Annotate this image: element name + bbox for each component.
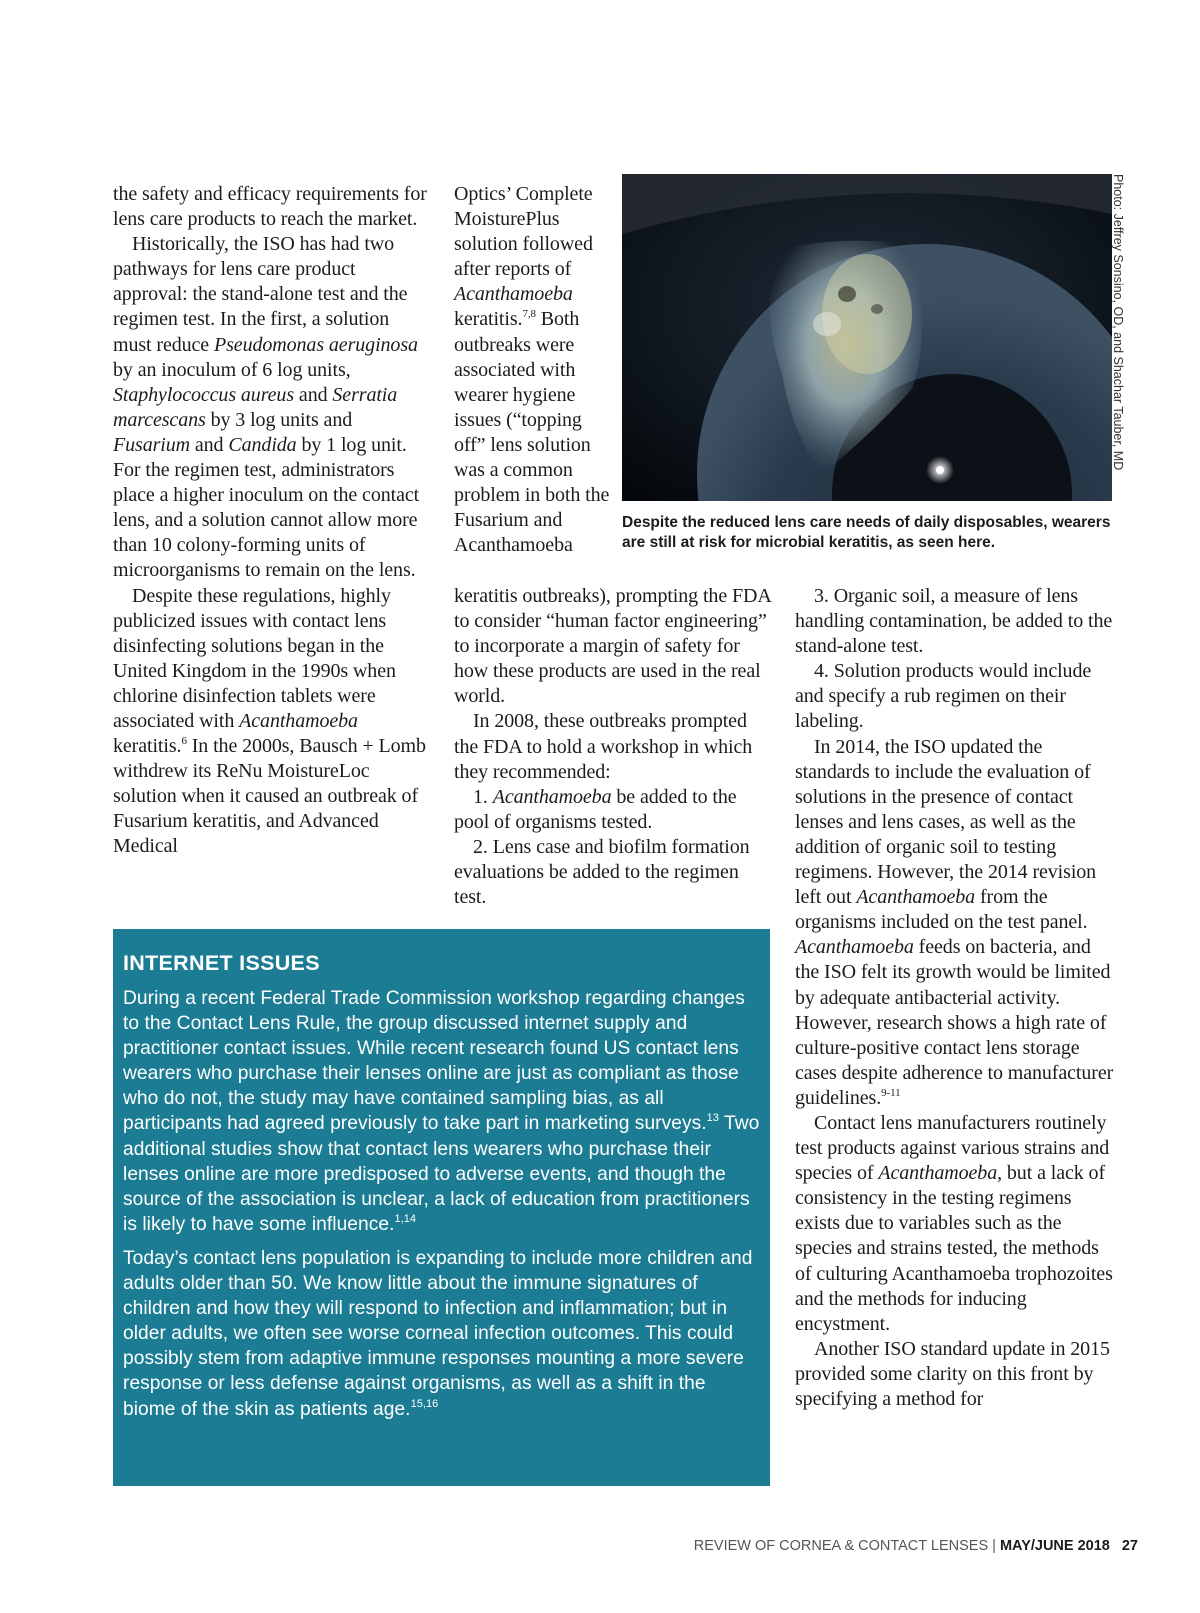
text-run: In 2008, these outbreaks prompted the FDA to hold a workshop in which they recommended: [454,710,753,783]
list-item [454,785,774,835]
photo-credit: Photo: Jeffrey Sonsino, OD, and Shachar Tauber, MD [1111,174,1125,471]
eye-keratitis-photo [622,174,1112,501]
text-run: keratitis. [113,735,182,758]
text-run: 3. Organic soil, a measure of lens handling contamination, be added to the stand-alone test. [795,585,1113,658]
eye-illustration [622,174,1112,501]
list-item [795,659,1115,734]
text-run: by 1 log unit. For the regimen test, administrators place a higher inoculum on the contact lens, and a solution cannot allow more than 10 colony-forming units of microorganisms to remain on the lens. [113,433,420,582]
list-item [454,835,774,910]
text-run: keratitis. [454,308,523,331]
italic-term: Acanthamoeba [856,886,976,909]
citation-ref: 7,8 [522,308,536,321]
paragraph [795,1337,1115,1412]
italic-term: Fusarium [113,433,190,456]
paragraph [795,735,1115,1111]
citation-ref: 15,16 [410,1397,439,1410]
text-run: Two additional studies show that contact lens wearers who purchase their lenses online are more predisposed to adverse events, and though the source of the association is unclear, a lack of education from practitioners is likely to have some influence. [123,1113,760,1235]
text-run: Despite these regulations, highly publicized issues with contact lens disinfecting solutions began in the United Kingdom in the 1990s when chlorine disinfection tablets were associated with [113,584,396,732]
text-run: Another ISO standard update in 2015 provided some clarity on this front by specifying a method for [795,1337,1110,1410]
article-column-3 [795,584,1115,1412]
page-footer [694,1538,1138,1554]
paragraph [454,584,774,709]
text-run: In the 2000s, Bausch + Lomb withdrew its ReNu MoistureLoc solution when it caused an outbreak of Fusarium keratitis, and Advanced Medical [113,735,426,858]
citation-ref: 9-11 [881,1086,901,1099]
article-column-1 [113,182,431,860]
text-run: 4. Solution products would include and specify a rub regimen on their labeling. [795,660,1092,733]
sidebar-paragraph [123,1246,760,1422]
text-run: During a recent Federal Trade Commission workshop regarding changes to the Contact Lens Rule, the group discussed internet supply and practitioner contact issues. While recent research found US contact lens wearers who purchase their lenses online are just as compliant as those who do not, the study may have contained sampling bias, as all participants had agreed previously to take part in marketing surveys. [123,988,745,1135]
figure-caption: Despite the reduced lens care needs of daily disposables, wearers are still at risk for microbial keratitis, as seen here. [622,514,1111,551]
text-run: be added to the pool of organisms tested. [454,785,737,833]
text-run: Optics’ Complete MoisturePlus solution followed after reports of [454,183,593,281]
italic-term: Staphylococcus aureus [113,383,295,406]
text-run: from the organisms included on the test panel. [795,886,1088,934]
text-run: and [294,383,333,406]
issue-date: MAY/JUNE 2018 [999,1538,1110,1554]
text-run: Historically, the ISO has had two pathways for lens care product approval: the stand-alone test and the regimen test. In the first, a solution must reduce [113,233,408,356]
sidebar-paragraph [123,986,760,1237]
paragraph [454,182,614,558]
paragraph [795,1111,1115,1337]
text-run: and [189,433,229,456]
italic-term: Candida [228,433,297,456]
list-item [795,584,1115,659]
internet-issues-sidebar [113,929,770,1486]
footer-separator: | [988,1538,1000,1554]
page-number: 27 [1121,1538,1138,1554]
article-column-2-top [454,182,614,558]
text-run: by an inoculum of 6 log units, [113,358,351,381]
text-run: In 2014, the ISO updated the standards to include the evaluation of solutions in the presence of contact lenses and lens cases, as well as the addition of organic soil to testing regimens. However, the 2014 revision left out [795,735,1097,909]
text-run: feeds on bacteria, and the ISO felt its growth would be limited by adequate antibacterial activity. However, research shows a high rate of culture-positive contact lens storage cases despite adherence to manufacturer guidelines. [795,936,1114,1109]
text-run: the safety and efficacy requirements for lens care products to reach the market. [113,183,427,231]
citation-ref: 13 [706,1112,719,1125]
text-run: by 3 log units and [205,408,353,431]
text-run: keratitis outbreaks), prompting the FDA to consider “human factor engineering” to incorporate a margin of safety for how these products are used in the real world. [454,585,771,708]
italic-term: Acanthamoeba [492,785,612,808]
text-run: , but a lack of consistency in the testing regimens exists due to variables such as the species and strains tested, the methods of culturing Acanthamoeba trophozoites and the methods for inducing encystment. [795,1162,1113,1335]
sidebar-title: INTERNET ISSUES [123,951,320,975]
article-column-2-bottom [454,584,774,910]
italic-term: Acanthamoeba [878,1162,998,1185]
paragraph [454,709,774,784]
italic-term: Pseudomonas aeruginosa [214,333,418,356]
text-run: Today’s contact lens population is expanding to include more children and adults older than 50. We know little about the immune signatures of children and how they will respond to infection and inflammation; but in older adults, we often see worse corneal infection outcomes. This could possibly stem from adaptive immune responses mounting a more severe response or less defense against organisms, as well as a shift in the biome of the skin as patients age. [123,1247,753,1420]
journal-name: REVIEW OF CORNEA & CONTACT LENSES [693,1538,989,1554]
paragraph [113,182,431,232]
italic-term: Acanthamoeba [454,283,573,306]
italic-term: Serratia marcescans [113,383,398,431]
paragraph [113,584,431,860]
citation-ref: 1,14 [394,1212,417,1225]
list-number: 1. [473,785,493,808]
text-run: Contact lens manufacturers routinely test products against various strains and species of [795,1111,1110,1185]
paragraph [113,232,431,583]
italic-term: Acanthamoeba [239,709,358,732]
text-run: 2. Lens case and biofilm formation evaluations be added to the regimen test. [454,835,750,909]
text-run: Both outbreaks were associated with wearer hygiene issues (“topping off” lens solution was a common problem in both the Fusarium and Acanthamoeba [454,308,610,557]
italic-term: Acanthamoeba [795,936,914,959]
citation-ref: 6 [181,735,187,748]
